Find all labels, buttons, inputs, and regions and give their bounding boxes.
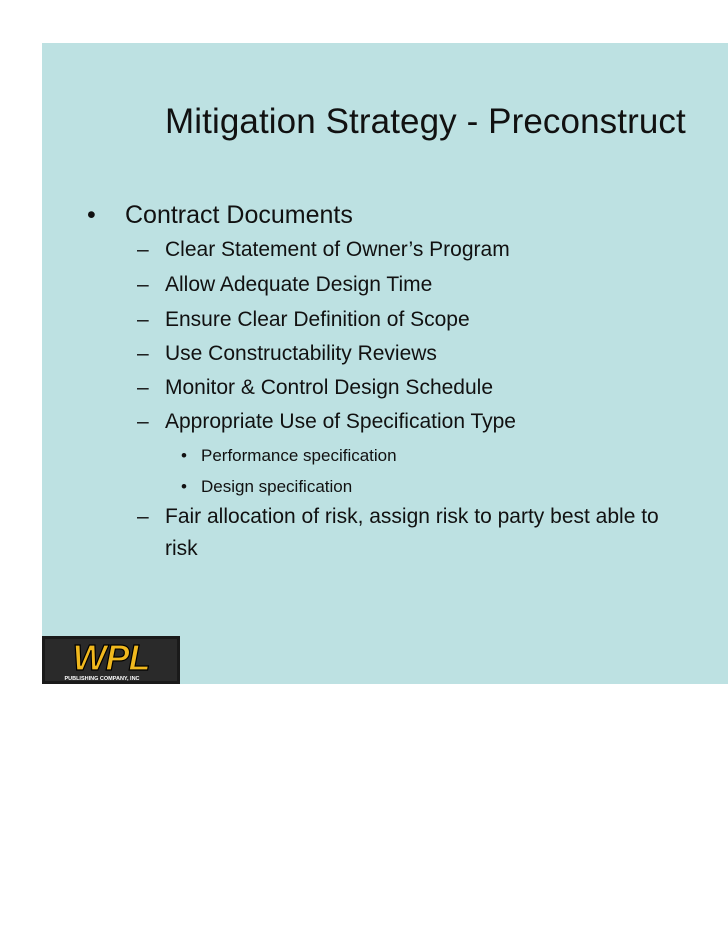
bullet-text: Contract Documents	[125, 201, 353, 229]
dash-marker: –	[137, 410, 149, 433]
sub-bullet-text: Clear Statement of Owner’s Program	[165, 238, 510, 261]
sub-bullet-text: Use Constructability Reviews	[165, 342, 437, 365]
logo-wordmark: WPL	[72, 637, 150, 678]
dash-marker: –	[137, 238, 149, 261]
sub-sub-bullet-text: Design specification	[201, 477, 353, 496]
dash-marker: –	[137, 505, 149, 528]
sub-bullet-text: Monitor & Control Design Schedule	[165, 376, 494, 399]
sub-bullet-text: Fair allocation of risk, assign risk to party best able to	[165, 505, 659, 528]
wpl-publishing-logo	[42, 636, 180, 684]
bullet-marker: •	[181, 477, 187, 496]
sub-bullet-text: Appropriate Use of Specification Type	[165, 410, 516, 433]
dash-marker: –	[137, 273, 149, 296]
slide-title: Mitigation Strategy - Preconstruct	[165, 102, 686, 141]
dash-marker: –	[137, 308, 149, 331]
dash-marker: –	[137, 342, 149, 365]
bullet-marker: •	[87, 201, 96, 229]
slide	[42, 43, 728, 684]
sub-bullet-text-continued: risk	[165, 537, 198, 560]
dash-marker: –	[137, 376, 149, 399]
sub-bullet-text: Allow Adequate Design Time	[165, 273, 433, 296]
sub-sub-bullet-text: Performance specification	[201, 446, 397, 465]
sub-bullet-text: Ensure Clear Definition of Scope	[165, 308, 470, 331]
logo-subtext: PUBLISHING COMPANY, INC	[64, 676, 140, 682]
bullet-marker: •	[181, 446, 187, 465]
